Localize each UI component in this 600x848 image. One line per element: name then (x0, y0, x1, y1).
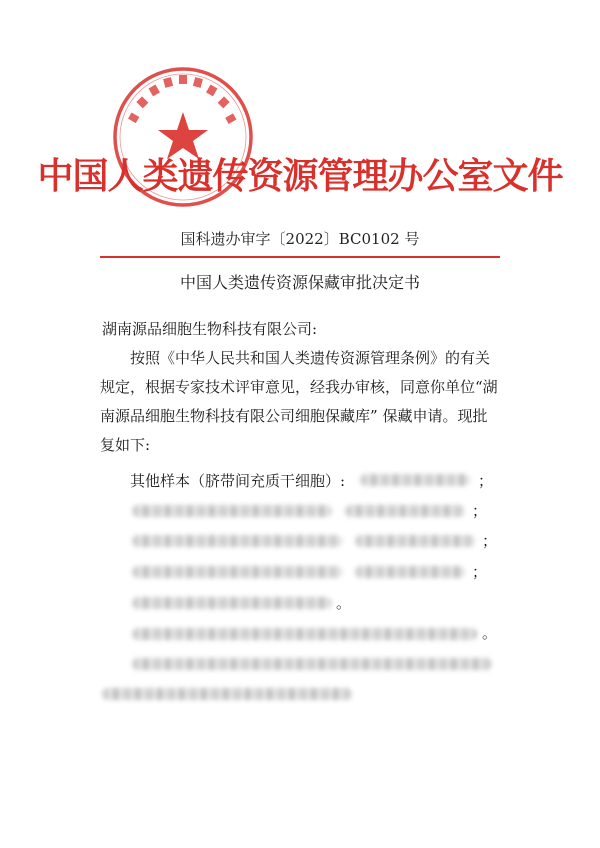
item-punctuation: ； (472, 563, 488, 581)
redacted-text (132, 566, 342, 578)
redacted-text (355, 535, 475, 547)
approval-item-label: 其他样本（脐带间充质干细胞）: (130, 472, 346, 490)
red-divider (100, 256, 500, 258)
header-title: 中国人类遗传资源管理办公室文件 (37, 155, 563, 197)
item-punctuation: 。 (482, 624, 498, 642)
redacted-text (132, 505, 332, 517)
redacted-text (102, 688, 352, 700)
redacted-text (355, 566, 465, 578)
body-paragraph: 按照《中华人民共和国人类遗传资源管理条例》的有关规定，根据专家技术评审意见，经我办审核，同意你单位“湖南源品细胞生物科技有限公司细胞保藏库” 保藏申请。现批复如下: (100, 349, 498, 454)
redacted-text (132, 658, 492, 670)
redacted-text (360, 474, 470, 486)
document-subtitle: 中国人类遗传资源保藏审批决定书 (179, 273, 420, 292)
item-punctuation: ； (472, 502, 488, 520)
item-punctuation: ； (482, 532, 498, 550)
redacted-text (132, 628, 477, 640)
redacted-text (132, 597, 332, 609)
item-punctuation: ； (478, 472, 494, 490)
document-number: 国科遗办审字〔2022〕BC0102 号 (180, 230, 420, 248)
item-punctuation: 。 (336, 594, 352, 612)
redacted-text (132, 535, 342, 547)
salutation: 湖南源品细胞生物科技有限公司: (102, 320, 318, 338)
redacted-text (345, 505, 465, 517)
